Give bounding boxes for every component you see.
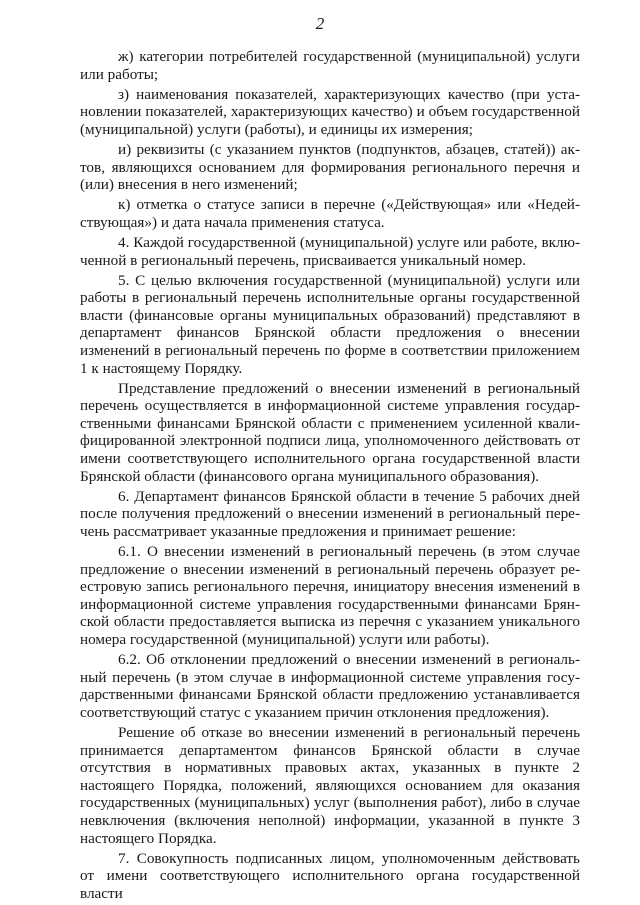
page-number: 2 [315,14,325,33]
paragraph-item-k: к) отметка о статусе записи в перечне («Действующая» или «Недействующая») и дата начала применения статуса. [80,196,580,231]
paragraph-item-z: з) наименования показателей, характеризующих качество (при установлении показателей, характеризующих качество) и объем государственной (муниципальной) услуги (работы), и единицы их измерения; [80,85,580,138]
paragraph-clause-5: 5. С целью включения государственной (муниципальной) услуги или работы в региональный перечень исполнительные органы государственной власти (финансовые органы муниципальных образований) представляют в департамент финансов Брянской области предложения о внесении изменений в региональный перечень по форме в соответствии приложением 1 к настоящему Порядку. [80,271,580,377]
paragraph-clause-7: 7. Совокупность подписанных лицом, уполномоченным действовать от имени соответствующего исполнительного органа государственной власти [80,849,580,902]
document-body [80,48,580,905]
paragraph-refusal: Решение об отказе во внесении изменений в региональный перечень принимается департаментом финансов Брянской области в случае отсутствия в нормативных правовых актах, указанных в пункте 2 настоящего Порядка, положений, являющихся основанием для оказания государственных (муниципальных) услуг (выполнения работ), либо в случае невключения (включения неполной) информации, указанной в пункте 3 настоящего Порядка. [80,723,580,847]
paragraph-submission: Представление предложений о внесении изменений в региональный перечень осуществляется в информационной системе управления государственными финансами Брянской области с применением усиленной квалифицированной электронной подписи лица, уполномоченного действовать от имени соответствующего исполнительного органа государственной власти Брянской области (финансового органа муниципального образования). [80,379,580,485]
paragraph-clause-6: 6. Департамент финансов Брянской области в течение 5 рабочих дней после получения предложений о внесении изменений в региональный перечень рассматривает указанные предложения и принимает решение: [80,487,580,540]
paragraph-clause-6-2: 6.2. Об отклонении предложений о внесении изменений в региональный перечень (в этом случае в информационной системе управления государственными финансами Брянской области предложению устанавливается соответствующий статус с указанием причин отклонения предложения). [80,651,580,721]
paragraph-clause-4: 4. Каждой государственной (муниципальной) услуге или работе, включенной в региональный перечень, присваивается уникальный номер. [80,233,580,269]
paragraph-clause-6-1: 6.1. О внесении изменений в региональный перечень (в этом случае предложение о внесении изменений в региональный перечень образует реестровую запись регионального перечня, инициатору внесения изменений в информационной системе управления государственными финансами Брянской области предоставляется выписка из перечня с указанием уникального номера государственной (муниципальной) услуги или работы). [80,543,580,648]
paragraph-item-zh: ж) категории потребителей государственной (муниципальной) услуги или работы; [80,48,580,83]
paragraph-item-i: и) реквизиты (с указанием пунктов (подпунктов, абзацев, статей)) актов, являющихся основанием для формирования регионального перечня и (или) внесения в него изменений; [80,140,580,194]
